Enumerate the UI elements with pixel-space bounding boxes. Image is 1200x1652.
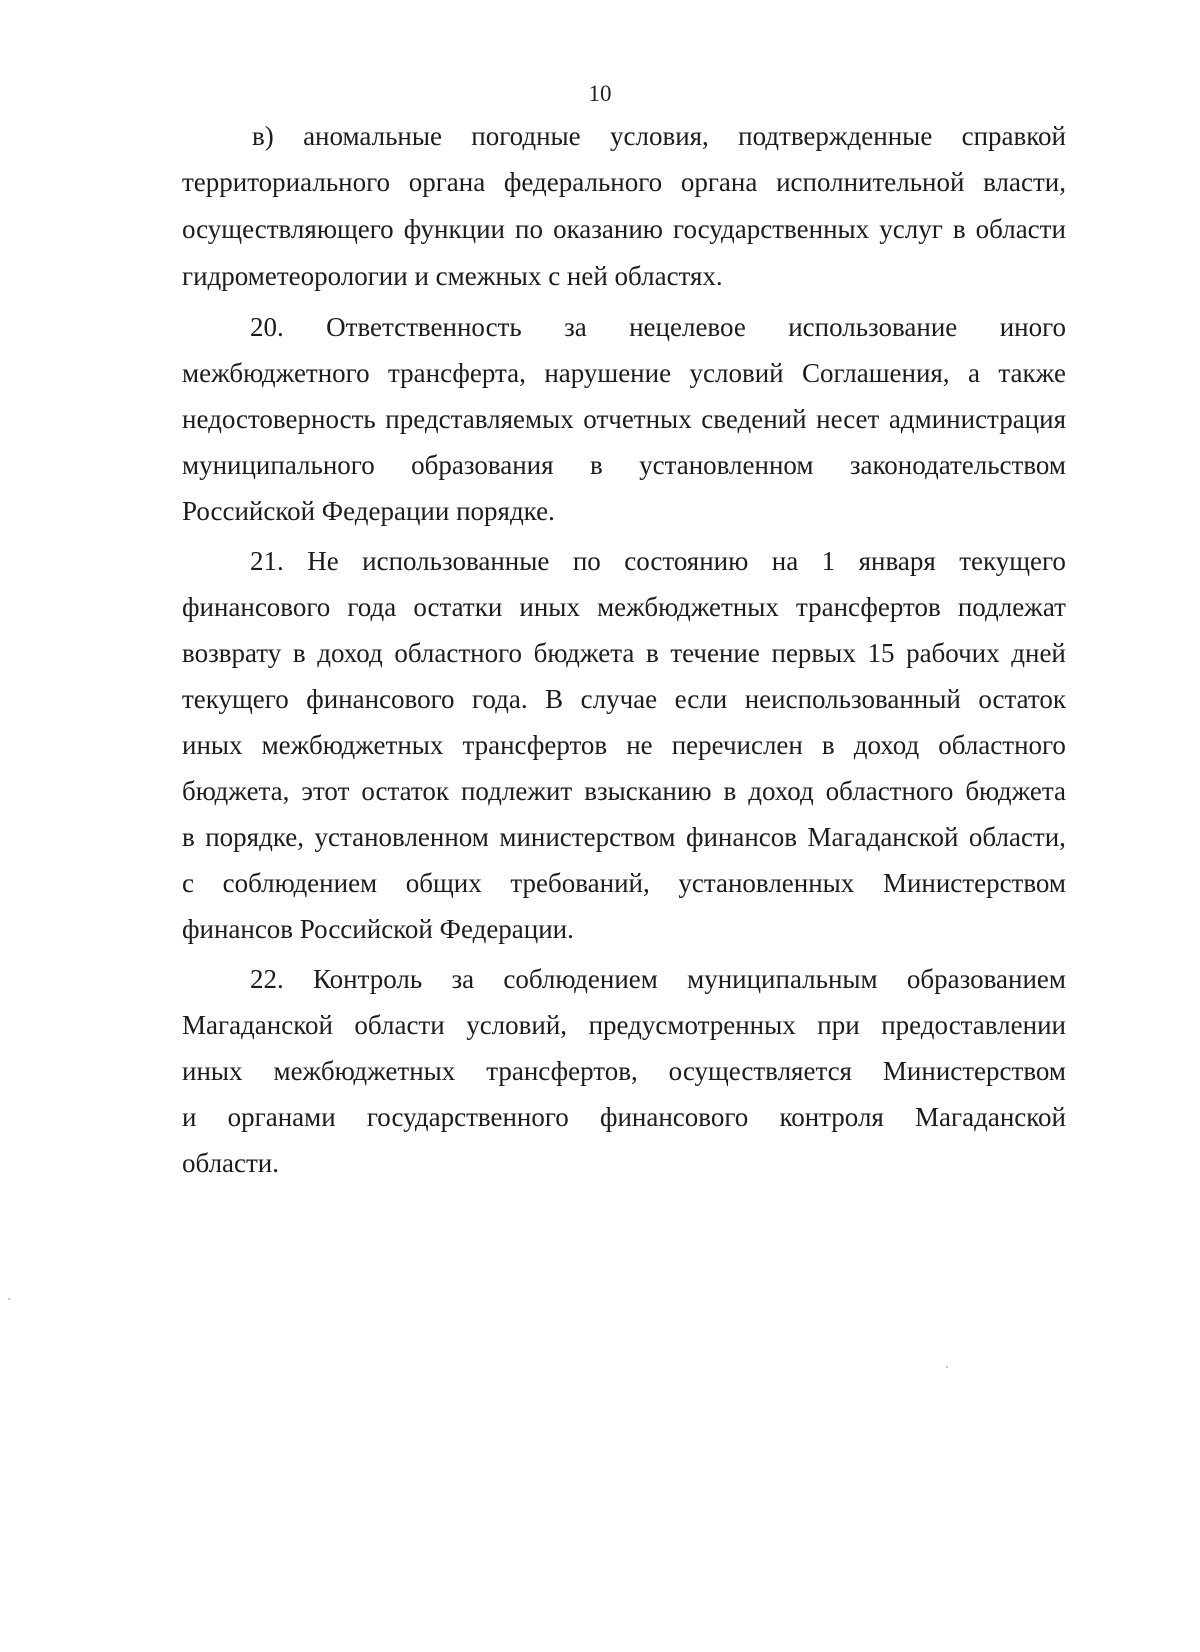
text-line — [182, 682, 1066, 716]
word: если — [674, 684, 728, 714]
word: трансферта, — [388, 358, 526, 388]
scan-speck — [8, 1298, 10, 1300]
word: также — [998, 358, 1066, 388]
word: соблюдением — [503, 964, 658, 994]
word: текущего — [959, 546, 1066, 576]
word: использование — [788, 312, 958, 342]
word: на — [771, 546, 799, 576]
word: образования — [411, 450, 554, 480]
word: государственного — [366, 1102, 569, 1132]
word: государственных — [673, 214, 870, 244]
word: аномальные — [303, 121, 442, 151]
word: подтвержденные — [738, 121, 933, 151]
word: контроля — [779, 1102, 884, 1132]
word: подлежит — [460, 776, 573, 806]
page-number: 10 — [588, 81, 612, 106]
word: этот — [301, 776, 350, 806]
word: состоянию — [624, 546, 749, 576]
word: Магаданской — [915, 1102, 1066, 1132]
word: образованием — [906, 964, 1066, 994]
text-line — [182, 1100, 1066, 1134]
word: погодные — [471, 121, 581, 151]
word: иных — [519, 592, 580, 622]
word: области — [975, 214, 1066, 244]
text-line — [182, 356, 1066, 390]
text-line — [182, 402, 1066, 436]
word: Магаданской — [807, 822, 959, 852]
word: перечислен — [671, 730, 803, 760]
word: подлежат — [957, 592, 1066, 622]
word: в — [952, 214, 966, 244]
word: бюджета, — [182, 776, 290, 806]
word: а — [968, 358, 980, 388]
word: министерством — [499, 822, 676, 852]
word: условий, — [466, 1010, 568, 1040]
word: за — [451, 964, 475, 994]
word: исполнительной — [776, 167, 965, 197]
word: органа — [680, 167, 758, 197]
word: при — [817, 1010, 860, 1040]
word: января — [858, 546, 936, 576]
text-line — [182, 728, 1066, 762]
word: текущего — [182, 684, 289, 714]
text-line — [250, 544, 1066, 578]
word: иного — [999, 312, 1066, 342]
word: нарушение — [544, 358, 672, 388]
word: в — [589, 450, 603, 480]
word: трансфертов — [462, 730, 608, 760]
word: возврату — [182, 638, 282, 668]
word: года — [347, 592, 397, 622]
word: 22. — [250, 964, 284, 994]
word: справкой — [961, 121, 1066, 151]
word: представляемых — [385, 404, 574, 434]
word: власти, — [983, 167, 1066, 197]
word: случае — [580, 684, 658, 714]
word: области — [354, 1010, 445, 1040]
word: межбюджетных — [261, 730, 444, 760]
word: межбюджетного — [182, 358, 370, 388]
word: не — [626, 730, 653, 760]
text-line — [250, 962, 1066, 996]
word: органа — [408, 167, 486, 197]
word: администрация — [888, 404, 1066, 434]
text-line — [182, 590, 1066, 624]
word: Соглашения, — [802, 358, 950, 388]
word: бюджета — [533, 638, 635, 668]
word: сведений — [701, 404, 807, 434]
word: установленном — [639, 450, 814, 480]
word: нецелевое — [629, 312, 746, 342]
word: в) — [252, 121, 274, 151]
word: неиспользованный — [744, 684, 961, 714]
word: за — [564, 312, 587, 342]
word: по — [515, 214, 543, 244]
text-line — [182, 1008, 1066, 1042]
word: функции — [403, 214, 505, 244]
word: дней — [1011, 638, 1066, 668]
word: 15 — [867, 638, 895, 668]
word: В — [545, 684, 564, 714]
word: по — [572, 546, 601, 576]
text-line: Российской Федерации порядке. — [182, 496, 555, 526]
word: с — [182, 868, 194, 898]
word: трансфертов — [796, 592, 941, 622]
word: Министерством — [882, 868, 1066, 898]
text-line — [182, 1054, 1066, 1088]
word: областного — [825, 776, 954, 806]
text-line — [182, 165, 1066, 199]
word: Магаданской — [182, 1010, 333, 1040]
word: течение — [670, 638, 760, 668]
word: предоставлении — [881, 1010, 1066, 1040]
word: территориального — [182, 167, 390, 197]
word: Министерством — [882, 1056, 1066, 1086]
word: трансфертов, — [486, 1056, 638, 1086]
word: муниципального — [182, 450, 375, 480]
word: установленном — [314, 822, 489, 852]
word: в — [723, 776, 737, 806]
word: первых — [771, 638, 856, 668]
word: в — [182, 822, 195, 852]
word: в — [821, 730, 835, 760]
word: области, — [968, 822, 1066, 852]
scan-speck — [946, 1366, 948, 1368]
word: Ответственность — [326, 312, 522, 342]
word: федерального — [503, 167, 663, 197]
word: осуществляется — [668, 1056, 852, 1086]
word: несет — [816, 404, 880, 434]
word: межбюджетных — [273, 1056, 456, 1086]
word: использованные — [362, 546, 550, 576]
word: областного — [394, 638, 523, 668]
text-line: гидрометеорологии и смежных с ней областях. — [182, 261, 723, 291]
word: условия, — [609, 121, 709, 151]
word: финансового — [599, 1102, 749, 1132]
word: недостоверность — [182, 404, 376, 434]
word: условий — [689, 358, 784, 388]
text-line — [250, 310, 1066, 344]
word: взысканию — [584, 776, 712, 806]
word: требований, — [510, 868, 650, 898]
text-line — [182, 866, 1066, 900]
word: 20. — [250, 312, 284, 342]
word: иных — [182, 730, 243, 760]
word: межбюджетных — [597, 592, 779, 622]
word: года. — [471, 684, 528, 714]
word: областного — [938, 730, 1066, 760]
word: финансового — [306, 684, 455, 714]
word: финансового — [182, 592, 331, 622]
word: оказанию — [553, 214, 663, 244]
word: доход — [853, 730, 920, 760]
word: рабочих — [906, 638, 1000, 668]
word: бюджета — [965, 776, 1066, 806]
text-line — [182, 448, 1066, 482]
word: иных — [182, 1056, 243, 1086]
word: услуг — [879, 214, 943, 244]
word: финансов — [685, 822, 798, 852]
word: отчетных — [583, 404, 692, 434]
text-line — [252, 119, 1066, 153]
text-line — [182, 820, 1066, 854]
text-line — [182, 212, 1066, 246]
word: в — [645, 638, 659, 668]
word: Контроль — [313, 964, 423, 994]
word: порядке, — [205, 822, 305, 852]
word: остатки — [413, 592, 503, 622]
word: законодательством — [849, 450, 1066, 480]
text-line — [182, 774, 1066, 808]
word: муниципальным — [687, 964, 878, 994]
word: установленных — [678, 868, 855, 898]
word: предусмотренных — [588, 1010, 796, 1040]
word: органами — [227, 1102, 336, 1132]
word: 1 — [821, 546, 836, 576]
word: остаток — [978, 684, 1066, 714]
text-line — [182, 636, 1066, 670]
word: Не — [307, 546, 339, 576]
word: остаток — [361, 776, 449, 806]
word: доход — [317, 638, 383, 668]
text-line: финансов Российской Федерации. — [182, 914, 574, 944]
word: осуществляющего — [182, 214, 394, 244]
word: доход — [748, 776, 814, 806]
word: 21. — [250, 546, 284, 576]
word: и — [182, 1102, 197, 1132]
text-line: области. — [182, 1148, 280, 1178]
word: в — [292, 638, 306, 668]
word: соблюдением — [222, 868, 378, 898]
word: общих — [405, 868, 482, 898]
